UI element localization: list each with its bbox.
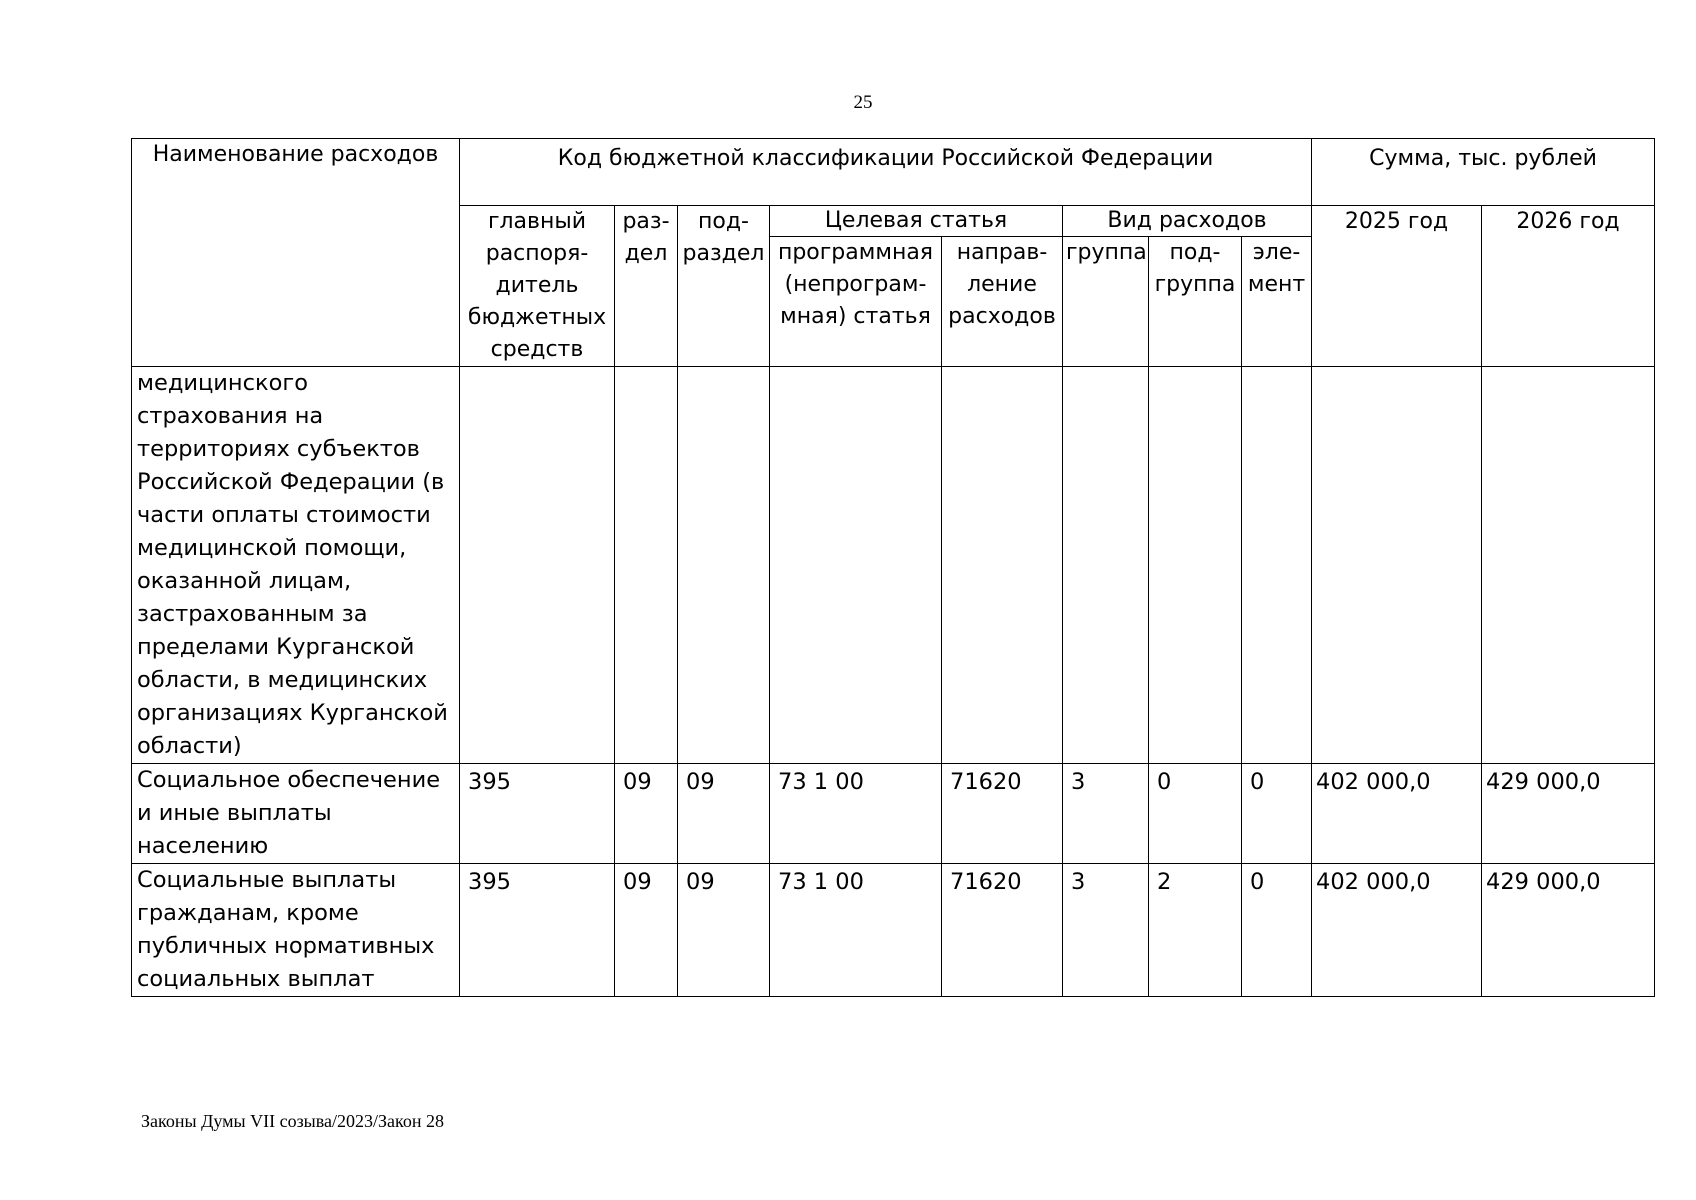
header-program-article: программная (непрограм-мная) статья (770, 237, 942, 367)
header-name: Наименование расходов (132, 139, 460, 367)
cell-group (1063, 367, 1149, 764)
cell-manager (460, 367, 615, 764)
cell-subgroup (1149, 367, 1242, 764)
cell-subsection (678, 367, 770, 764)
cell-direction: 71620 (942, 864, 1063, 997)
header-sum-group: Сумма, тыс. рублей (1312, 139, 1655, 206)
header-expense-type: Вид расходов (1063, 206, 1312, 237)
cell-program: 73 1 00 (770, 864, 942, 997)
cell-subsection: 09 (678, 864, 770, 997)
header-group: группа (1063, 237, 1149, 367)
table-row (132, 367, 1655, 764)
cell-program: 73 1 00 (770, 764, 942, 864)
header-year-2025: 2025 год (1312, 206, 1482, 367)
row-name: медицинского страхования на территориях субъектов Российской Федерации (в части оплаты стоимости медицинской помощи, оказанной лицам, застрахованным за пределами Курганской области, в медицинских организациях Курганской области) (132, 367, 460, 764)
cell-group: 3 (1063, 864, 1149, 997)
header-target-article: Целевая статья (770, 206, 1063, 237)
cell-sum-2025: 402 000,0 (1312, 764, 1482, 864)
cell-sum-2025: 402 000,0 (1312, 864, 1482, 997)
header-year-2026: 2026 год (1482, 206, 1655, 367)
cell-group: 3 (1063, 764, 1149, 864)
cell-program (770, 367, 942, 764)
cell-manager: 395 (460, 864, 615, 997)
cell-subgroup: 0 (1149, 764, 1242, 864)
header-chief-manager: главный распоря-дитель бюджетных средств (460, 206, 615, 367)
row-name: Социальные выплаты гражданам, кроме публичных нормативных социальных выплат (132, 864, 460, 997)
cell-sum-2026: 429 000,0 (1482, 864, 1655, 997)
header-element: эле-мент (1242, 237, 1312, 367)
cell-sum-2026 (1482, 367, 1655, 764)
header-subsection: под-раздел (678, 206, 770, 367)
header-subgroup: под-группа (1149, 237, 1242, 367)
cell-element (1242, 367, 1312, 764)
document-footer: Законы Думы VII созыва/2023/Закон 28 (141, 1111, 444, 1131)
cell-direction (942, 367, 1063, 764)
cell-section: 09 (615, 764, 678, 864)
cell-subgroup: 2 (1149, 864, 1242, 997)
row-name: Социальное обеспечение и иные выплаты населению (132, 764, 460, 864)
table-row (132, 864, 1655, 997)
cell-element: 0 (1242, 864, 1312, 997)
cell-subsection: 09 (678, 764, 770, 864)
header-section: раз-дел (615, 206, 678, 367)
cell-direction: 71620 (942, 764, 1063, 864)
cell-sum-2026: 429 000,0 (1482, 764, 1655, 864)
header-code-group: Код бюджетной классификации Российской Федерации (460, 139, 1312, 206)
budget-table (131, 138, 1655, 997)
cell-manager: 395 (460, 764, 615, 864)
cell-element: 0 (1242, 764, 1312, 864)
cell-section (615, 367, 678, 764)
page-number: 25 (853, 92, 873, 113)
cell-sum-2025 (1312, 367, 1482, 764)
table-row (132, 764, 1655, 864)
header-expense-direction: направ-ление расходов (942, 237, 1063, 367)
cell-section: 09 (615, 864, 678, 997)
